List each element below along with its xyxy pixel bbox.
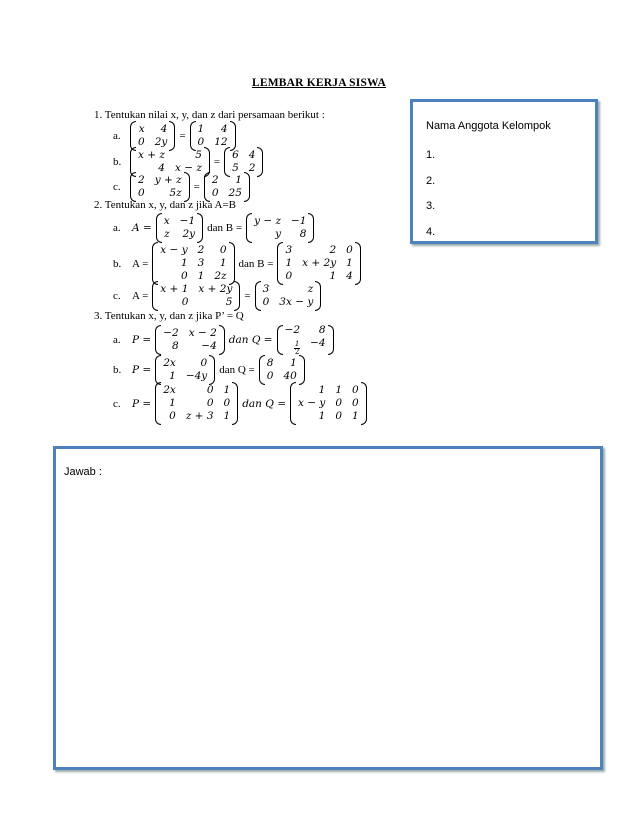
q2c [113, 281, 322, 311]
matrix [290, 382, 367, 425]
matrix-grid [196, 123, 230, 149]
matrix-cell: 1 [169, 370, 176, 382]
matrix-cell: 8 [266, 357, 274, 369]
matrix-cell: 0 [219, 244, 227, 256]
q3b [113, 355, 306, 385]
bracket-right [361, 382, 367, 425]
matrix-grid [252, 215, 308, 241]
matrix-cell: 1 [290, 357, 297, 369]
matrix-cell: −2 [163, 327, 179, 339]
member-3: 3. [426, 200, 436, 212]
matrix-cell: y [275, 228, 281, 240]
q2a-label: a. [113, 222, 121, 234]
q2c-label: c. [113, 290, 121, 302]
matrix-cell: 1 [219, 257, 227, 269]
q3c-label: c. [113, 397, 121, 410]
q3a-label: a. [113, 334, 121, 346]
matrix [204, 172, 250, 202]
matrix-cell: 5 [195, 149, 202, 161]
matrix-cell: −4 [310, 337, 326, 349]
bracket-right [328, 325, 334, 355]
bracket-right [232, 382, 238, 425]
q1a-label: a. [113, 130, 121, 142]
matrix [155, 325, 225, 355]
q1b-label: b. [113, 156, 122, 168]
matrix-grid [161, 384, 232, 423]
matrix-cell: −4 [201, 340, 217, 352]
q1c-label: c. [113, 181, 121, 193]
matrix-cell: x + 2y [198, 283, 233, 295]
matrix-cell: 1 [223, 384, 231, 396]
q3b-label: b. [113, 364, 122, 376]
matrix-grid [283, 244, 354, 283]
matrix-cell: 0 [138, 136, 145, 148]
member-4: 4. [426, 226, 436, 238]
matrix-cell: 5 [225, 296, 233, 308]
matrix-cell: 2 [248, 162, 256, 174]
connector: dan Q = [219, 364, 255, 376]
matrix-cell: x + 2y [302, 257, 337, 269]
matrix-cell: 5 [232, 162, 239, 174]
matrix-cell: 5z [169, 187, 182, 199]
matrix-cell: 1 [318, 384, 326, 396]
matrix-cell: 4 [158, 162, 165, 174]
matrix-cell: 2 [329, 244, 337, 256]
answer-box[interactable] [53, 446, 603, 770]
matrix-cell: 3 [262, 283, 270, 295]
matrix-cell: −1 [291, 215, 307, 227]
matrix [255, 281, 322, 311]
q2b [113, 242, 362, 285]
bracket-right [299, 355, 305, 385]
matrix-cell: 1 [318, 410, 326, 422]
matrix-cell: 0 [211, 187, 219, 199]
q2b-label: b. [113, 257, 122, 270]
matrix-cell: 0 [169, 410, 176, 422]
matrix-cell: 1 [285, 257, 293, 269]
matrix-cell: 0 [352, 384, 359, 396]
equals: = [179, 130, 186, 142]
matrix [155, 355, 215, 385]
matrix-grid [283, 324, 328, 356]
matrix-cell: 2 [138, 174, 145, 186]
connector: dan Q = [228, 334, 273, 346]
matrix-cell: 1 [169, 397, 176, 409]
matrix-grid [161, 327, 219, 353]
bracket-right [197, 213, 203, 243]
matrix-name: A = [132, 222, 152, 234]
matrix-cell: x + z [138, 149, 165, 161]
matrix-cell: 0 [335, 410, 343, 422]
bracket-right [229, 242, 235, 285]
matrix-cell: x − y [298, 397, 326, 409]
matrix-cell: 1 [352, 410, 359, 422]
equals: = [213, 156, 221, 168]
matrix-cell: 1 [223, 410, 231, 422]
matrix-cell: 0 [181, 296, 189, 308]
matrix-grid [136, 123, 169, 149]
matrix-cell: x + 1 [160, 283, 189, 295]
matrix-cell: 25 [228, 187, 242, 199]
matrix-grid [261, 283, 316, 309]
member-2: 2. [426, 175, 436, 187]
matrix-cell: 12 [214, 136, 228, 148]
matrix-cell: 0 [223, 397, 231, 409]
matrix-cell: 0 [197, 136, 205, 148]
matrix-grid [161, 357, 209, 383]
q3c [113, 382, 368, 425]
bracket-right [209, 355, 215, 385]
matrix-cell: z [164, 228, 170, 240]
matrix-cell: 0 [346, 244, 353, 256]
matrix-name: A = [132, 290, 149, 302]
matrix-name: P = [132, 364, 152, 376]
group-members-heading: Nama Anggota Kelompok [426, 120, 551, 132]
matrix-cell: 4 [160, 123, 168, 135]
matrix-name: P = [132, 334, 152, 346]
matrix-cell: 3 [197, 257, 205, 269]
bracket-right [219, 325, 225, 355]
matrix-cell: 1 [235, 174, 242, 186]
matrix-cell: 1 [329, 270, 337, 282]
page-title: LEMBAR KERJA SISWA [252, 77, 386, 89]
matrix [130, 172, 190, 202]
matrix-cell: −1 [179, 215, 196, 227]
matrix-cell: 4 [248, 149, 256, 161]
matrix-cell: x − z [174, 162, 202, 174]
matrix-cell: 0 [206, 397, 214, 409]
matrix-grid [296, 384, 361, 423]
matrix-cell: x [138, 123, 145, 135]
matrix-cell: y + z [154, 174, 182, 186]
matrix-grid [162, 215, 197, 241]
matrix-cell: 6 [232, 149, 239, 161]
q3a [113, 324, 335, 356]
matrix-cell: y − z [254, 215, 281, 227]
matrix-cell: 1 [180, 257, 188, 269]
q1c [113, 172, 251, 202]
matrix-cell: 1 [335, 384, 343, 396]
bracket-right [234, 281, 240, 311]
matrix-grid [158, 244, 228, 283]
matrix-cell: 0 [200, 357, 208, 369]
matrix-cell: 4 [346, 270, 353, 282]
matrix-cell: 2y [154, 136, 168, 148]
matrix-cell: 0 [180, 270, 188, 282]
matrix-cell: x [163, 215, 170, 227]
connector: = [244, 290, 251, 302]
matrix-cell: 2x [163, 384, 176, 396]
q2a [113, 213, 315, 243]
matrix-grid [158, 283, 234, 309]
matrix-cell: x − 2 [188, 327, 217, 339]
bracket-right [315, 281, 321, 311]
matrix-cell: 8 [172, 340, 179, 352]
matrix-grid [136, 174, 184, 200]
matrix-cell: 4 [220, 123, 228, 135]
matrix-name: P = [132, 397, 152, 410]
bracket-right [244, 172, 250, 202]
matrix-cell: −4y [185, 370, 208, 382]
matrix [152, 281, 240, 311]
matrix [152, 242, 234, 285]
matrix-cell: 40 [283, 370, 297, 382]
bracket-right [257, 147, 263, 177]
matrix-cell: 0 [138, 187, 145, 199]
matrix-grid [265, 357, 299, 383]
matrix-cell: 2z [214, 270, 227, 282]
matrix-cell: 2 [197, 244, 205, 256]
matrix-cell: 2y [182, 228, 196, 240]
bracket-right [308, 213, 314, 243]
matrix-cell: 0 [352, 397, 359, 409]
matrix-cell: 2x [163, 357, 176, 369]
question-2: 2. Tentukan x, y, dan z jika A=B [94, 199, 236, 211]
matrix-grid [210, 174, 244, 200]
matrix-cell: $\frac{1}{2}$ [294, 340, 300, 356]
matrix-cell: z + 3 [185, 410, 214, 422]
connector: dan B = [207, 222, 243, 234]
question-3: 3. Tentukan x, y, dan z jika P’ = Q [94, 310, 244, 322]
matrix-cell: 0 [266, 370, 274, 382]
matrix-cell: 8 [318, 324, 326, 336]
matrix [277, 242, 360, 285]
matrix-cell: −2 [284, 324, 301, 336]
matrix-cell: 1 [346, 257, 353, 269]
matrix [246, 213, 314, 243]
matrix-cell: 1 [197, 123, 205, 135]
connector: dan B = [238, 257, 274, 270]
matrix-cell: 0 [206, 384, 214, 396]
answer-label: Jawab : [64, 466, 102, 478]
matrix [277, 324, 334, 356]
matrix [259, 355, 305, 385]
connector: dan Q = [242, 397, 287, 410]
matrix-cell: z [307, 283, 314, 295]
matrix-cell: 8 [299, 228, 307, 240]
matrix-cell: 0 [285, 270, 293, 282]
matrix-cell: 2 [211, 174, 219, 186]
matrix [155, 382, 238, 425]
bracket-right [184, 172, 190, 202]
matrix-cell: x − y [160, 244, 188, 256]
matrix-cell: 0 [262, 296, 270, 308]
member-1: 1. [426, 149, 436, 161]
question-1: 1. Tentukan nilai x, y, dan z dari persamaan berikut : [94, 109, 325, 121]
matrix-cell: 3 [285, 244, 293, 256]
matrix [156, 213, 203, 243]
group-members-box [410, 99, 598, 244]
matrix-cell: 3x − y [279, 296, 314, 308]
bracket-right [355, 242, 361, 285]
equals: = [193, 181, 200, 193]
matrix-name: A = [132, 257, 149, 270]
matrix-cell: 1 [197, 270, 205, 282]
matrix-cell: 0 [335, 397, 343, 409]
